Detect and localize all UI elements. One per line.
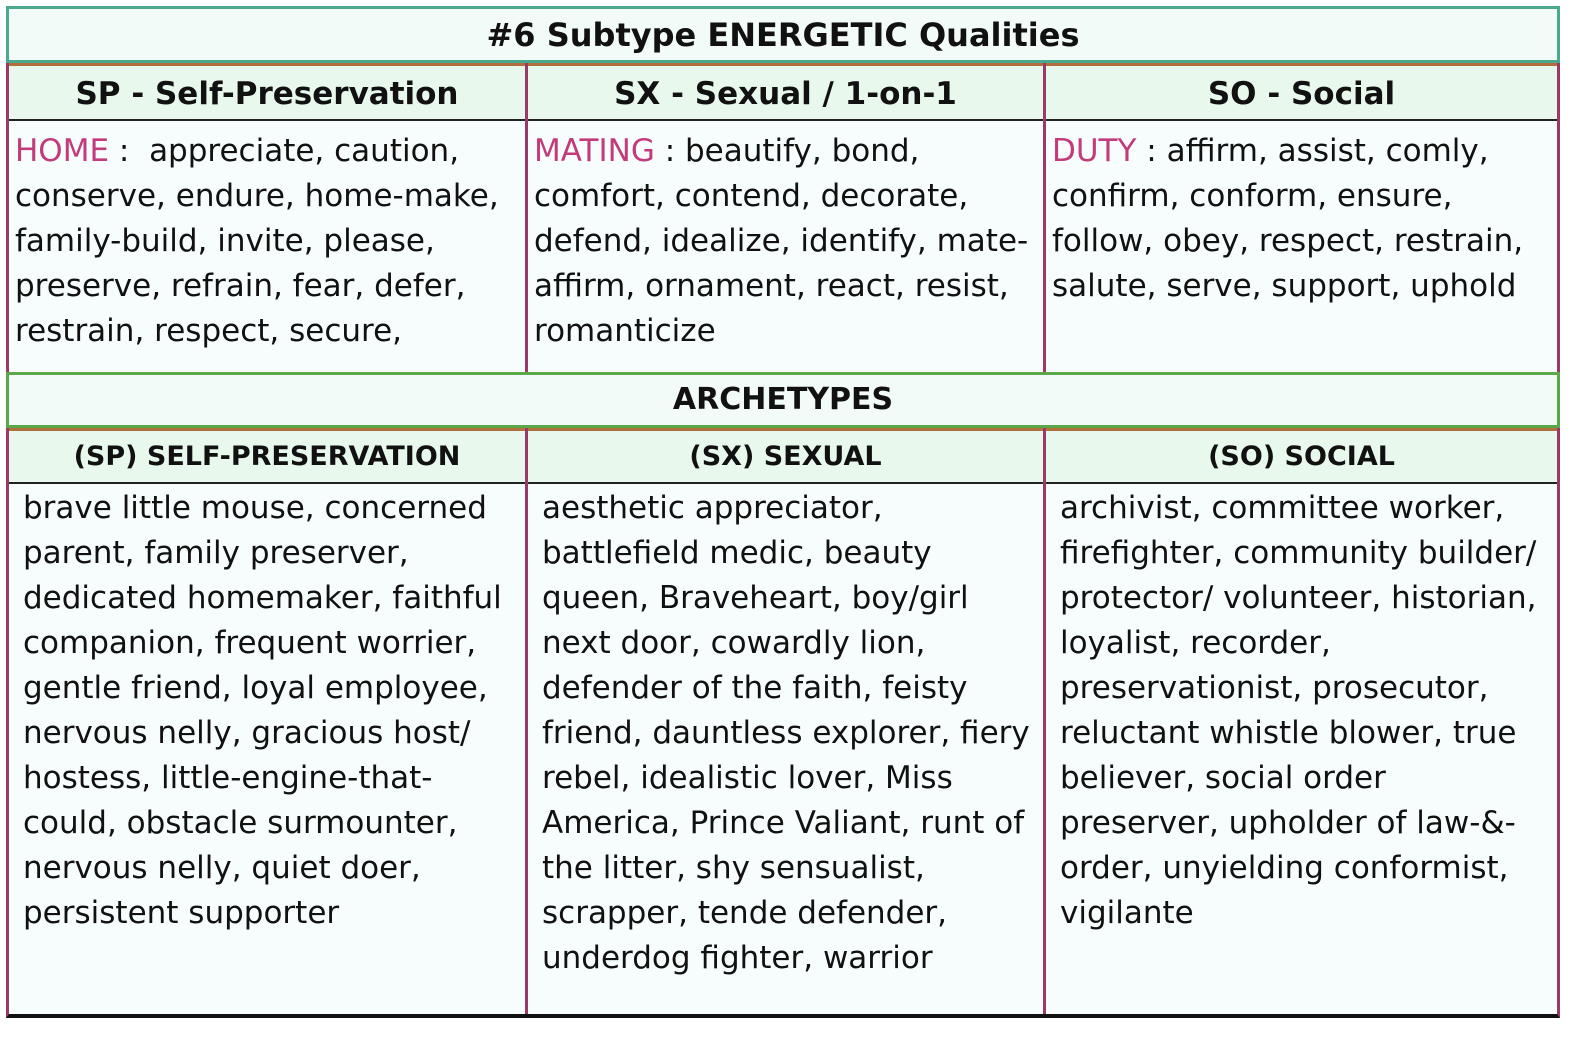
sp-archetypes-column xyxy=(9,428,525,1014)
so-qualities-column xyxy=(1043,63,1557,372)
page-title: #6 Subtype ENERGETIC Qualities xyxy=(6,6,1560,63)
sp-keyword: HOME xyxy=(15,133,110,169)
sx-keyword: MATING xyxy=(534,133,655,169)
so-qualities-text: affirm, assist, comly, confirm, conform, ensure, follow, obey, respect, restrain, salute, serve, support, uphold xyxy=(1052,133,1524,304)
archetypes-title: ARCHETYPES xyxy=(6,372,1560,428)
sp-archetypes-body: brave little mouse, concerned parent, family preserver, dedicated homemaker, faithful companion, frequent worrier, gentle friend, loyal employee, nervous nelly, gracious host/ hostess, little-engine-that-could, obstacle surmounter, nervous nelly, quiet doer, persistent supporter xyxy=(9,484,525,1014)
sx-qualities-header: SX - Sexual / 1-on-1 xyxy=(528,63,1043,121)
sx-qualities-body xyxy=(528,121,1043,372)
so-qualities-body xyxy=(1046,121,1557,372)
so-separator: : xyxy=(1136,133,1167,169)
so-qualities-header: SO - Social xyxy=(1046,63,1557,121)
so-archetypes-body: archivist, committee worker, firefighter, community builder/ protector/ volunteer, historian, loyalist, recorder, preservationist, prosecutor, reluctant whistle blower, true believer, social order preserver, upholder of law-&-order, unyielding conformist, vigilante xyxy=(1046,484,1557,1014)
sp-qualities-column xyxy=(9,63,525,372)
sx-archetypes-body: aesthetic appreciator, battlefield medic, beauty queen, Braveheart, boy/girl next door, cowardly lion, defender of the faith, feisty friend, dauntless explorer, fiery rebel, idealistic lover, Miss America, Prince Valiant, runt of the litter, shy sensualist, scrapper, tende defender, underdog fighter, warrior xyxy=(528,484,1043,1014)
sp-qualities-body xyxy=(9,121,525,372)
sx-qualities-text: beautify, bond, comfort, contend, decorate, defend, idealize, identify, mate-affirm, ornament, react, resist, romanticize xyxy=(534,133,1029,349)
so-archetypes-column xyxy=(1043,428,1557,1014)
sx-archetypes-column xyxy=(525,428,1043,1014)
sx-archetypes-header: (SX) SEXUAL xyxy=(528,428,1043,484)
so-keyword: DUTY xyxy=(1052,133,1137,169)
sp-qualities-header: SP - Self-Preservation xyxy=(9,63,525,121)
sx-separator: : xyxy=(654,133,685,169)
qualities-table xyxy=(6,63,1560,372)
sx-qualities-column xyxy=(525,63,1043,372)
archetypes-table xyxy=(6,428,1560,1018)
sp-archetypes-header: (SP) SELF-PRESERVATION xyxy=(9,428,525,484)
sp-separator: : xyxy=(109,133,150,169)
sp-qualities-text: appreciate, caution, conserve, endure, home-make, family-build, invite, please, preserve, refrain, fear, defer, restrain, respect, secure, xyxy=(15,133,499,349)
so-archetypes-header: (SO) SOCIAL xyxy=(1046,428,1557,484)
